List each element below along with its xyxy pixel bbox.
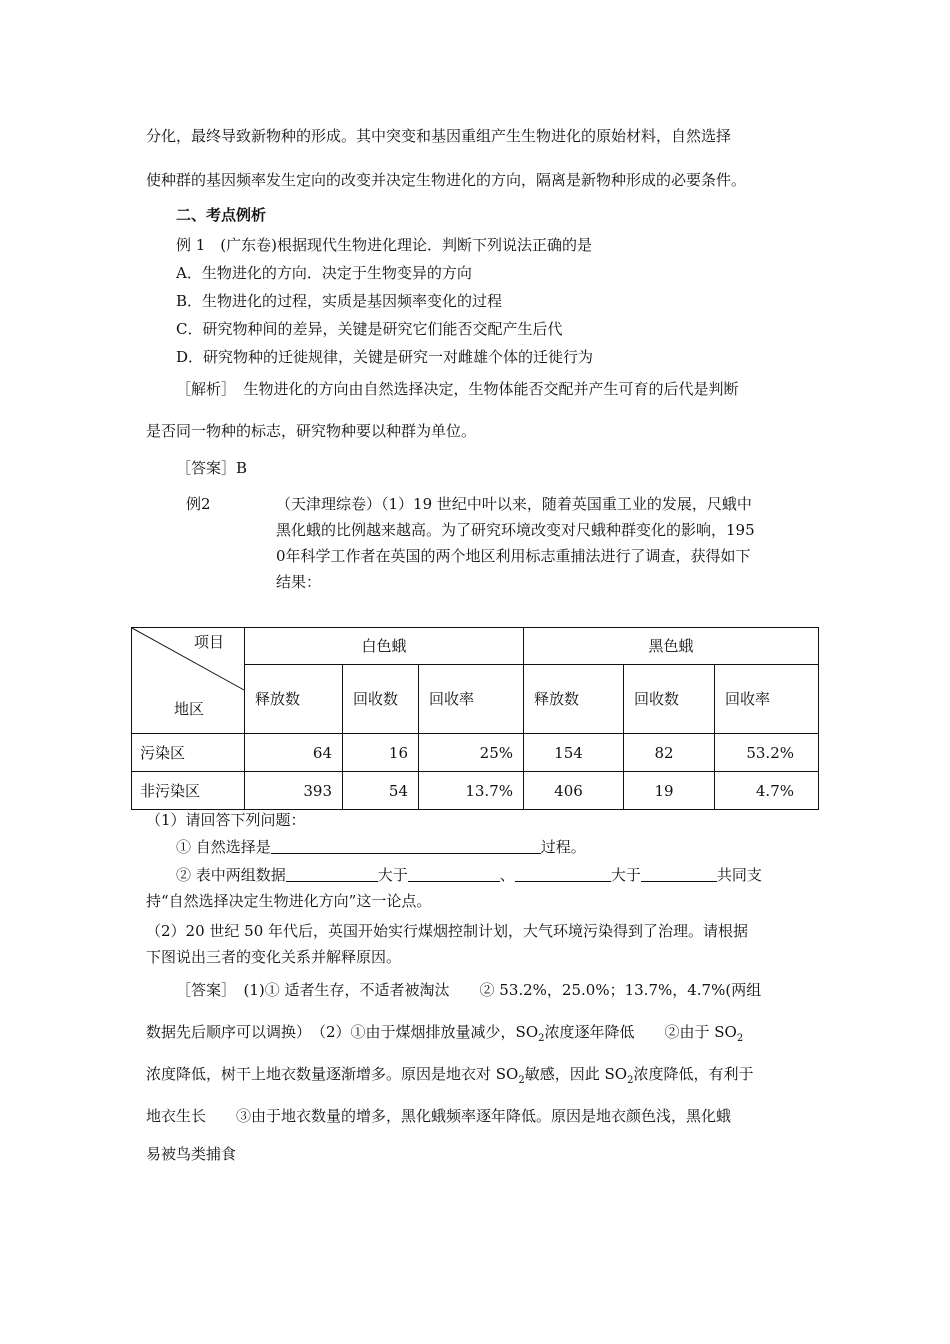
example2-line-3: 0年科学工作者在英国的两个地区利用标志重捕法进行了调查，获得如下	[276, 547, 751, 565]
question-1b	[176, 865, 762, 885]
example2-line-4: 结果：	[276, 573, 322, 591]
subheader-release-black: 释放数	[524, 665, 624, 734]
answer2-line-3-b: 敏感，因此 SO	[524, 1065, 628, 1083]
answer2-line-2-b: 浓度逐年降低 ②由于 SO	[544, 1023, 737, 1041]
subscript-2: 2	[627, 1075, 634, 1086]
table-cell: 406	[524, 772, 624, 810]
subscript-2: 2	[518, 1075, 525, 1086]
question-1b-end: 共同支	[716, 866, 762, 884]
subscript-2: 2	[538, 1033, 545, 1044]
table-cell: 53.2%	[715, 734, 819, 772]
table-cell: 393	[245, 772, 343, 810]
answer-blank	[271, 837, 541, 854]
subheader-rate-black: 回收率	[715, 665, 819, 734]
group-header-black: 黑色蛾	[524, 628, 819, 665]
example1-option-b: B．生物进化的过程，实质是基因频率变化的过程	[176, 292, 503, 310]
table-cell: 4.7%	[715, 772, 819, 810]
table-row	[132, 772, 819, 810]
region-cell: 污染区	[132, 734, 245, 772]
example2-line-2: 黑化蛾的比例越来越高。为了研究环境改变对尺蛾种群变化的影响，195	[276, 521, 755, 539]
table-row	[132, 734, 819, 772]
subheader-release-white: 释放数	[245, 665, 343, 734]
example1-question: 例 1 (广东卷)根据现代生物进化理论．判断下列说法正确的是	[176, 236, 593, 254]
example1-option-c: C．研究物种间的差异，关键是研究它们能否交配产生后代	[176, 320, 563, 338]
region-cell: 非污染区	[132, 772, 245, 810]
answer-blank	[641, 865, 717, 882]
question-1a	[176, 837, 586, 857]
section-heading: 二、考点例析	[176, 206, 267, 224]
example2-label: 例2	[186, 495, 211, 513]
example1-analysis-line-2: 是否同一物种的标志，研究物种要以种群为单位。	[146, 422, 477, 440]
answer2-line-2-a: 数据先后顺序可以调换） （2）①由于煤烟排放量减少，SO	[146, 1023, 539, 1041]
table-cell: 54	[343, 772, 419, 810]
question-1b-gt-2: 大于	[610, 866, 641, 884]
example2-line-1: （天津理综卷）（1）19 世纪中叶以来，随着英国重工业的发展，尺蛾中	[276, 495, 752, 513]
answer2-line-1: ［答案］ (1)① 适者生存，不适者被淘汰 ② 53.2%，25.0%；13.7%，4.7%(两组	[176, 981, 762, 999]
answer-blank	[515, 865, 611, 882]
question-1a-end: 过程。	[540, 838, 586, 856]
table-cell: 13.7%	[419, 772, 524, 810]
question-1: （1）请回答下列问题：	[146, 811, 306, 829]
answer2-line-2	[146, 1022, 743, 1049]
answer2-line-5: 易被鸟类捕食	[146, 1145, 237, 1163]
answer2-line-3-a: 浓度降低，树干上地衣数量逐渐增多。原因是地衣对 SO	[146, 1065, 519, 1083]
subheader-recapture-white: 回收数	[343, 665, 419, 734]
table-cell: 82	[624, 734, 715, 772]
example1-answer: ［答案］B	[176, 459, 248, 477]
answer2-line-3-c: 浓度降低，有利于	[633, 1065, 754, 1083]
answer-blank	[286, 865, 378, 882]
question-1a-text: ① 自然选择是	[176, 838, 271, 856]
table-cell: 25%	[419, 734, 524, 772]
table-cell: 16	[343, 734, 419, 772]
table-diagonal-header	[132, 628, 245, 734]
question-1b-text: ② 表中两组数据	[176, 866, 286, 884]
question-2-line-2: 下图说出三者的变化关系并解释原因。	[146, 948, 402, 966]
example1-analysis-line-1: ［解析］ 生物进化的方向由自然选择决定，生物体能否交配并产生可育的后代是判断	[176, 380, 739, 398]
answer2-line-3	[146, 1064, 753, 1091]
subheader-rate-white: 回收率	[419, 665, 524, 734]
example1-option-a: A．生物进化的方向．决定于生物变异的方向	[176, 264, 472, 282]
moth-data-table	[131, 627, 819, 810]
question-1b-line-2: 持“自然选择决定生物进化方向”这一论点。	[146, 892, 432, 910]
table-cell: 154	[524, 734, 624, 772]
group-header-white: 白色蛾	[245, 628, 524, 665]
table-cell: 64	[245, 734, 343, 772]
subscript-2: 2	[736, 1033, 744, 1044]
subheader-recapture-black: 回收数	[624, 665, 715, 734]
table-cell: 19	[624, 772, 715, 810]
answer-blank	[408, 865, 500, 882]
answer2-line-4: 地衣生长 ③由于地衣数量的增多，黑化蛾频率逐年降低。原因是地衣颜色浅，黑化蛾	[146, 1107, 732, 1125]
intro-line-1: 分化，最终导致新物种的形成。其中突变和基因重组产生生物进化的原始材料，自然选择	[146, 127, 732, 145]
question-2-line-1: （2）20 世纪 50 年代后，英国开始实行煤烟控制计划，大气环境污染得到了治理。请根据	[146, 922, 749, 940]
question-1b-sep: 、	[499, 866, 515, 884]
intro-line-2: 使种群的基因频率发生定向的改变并决定生物进化的方向，隔离是新物种形成的必要条件。	[146, 171, 747, 189]
example1-option-d: D．研究物种的迁徙规律，关键是研究一对雌雄个体的迁徙行为	[176, 348, 594, 366]
header-region-label: 地区	[174, 700, 205, 718]
question-1b-gt-1: 大于	[377, 866, 408, 884]
header-item-label: 项目	[193, 633, 224, 651]
